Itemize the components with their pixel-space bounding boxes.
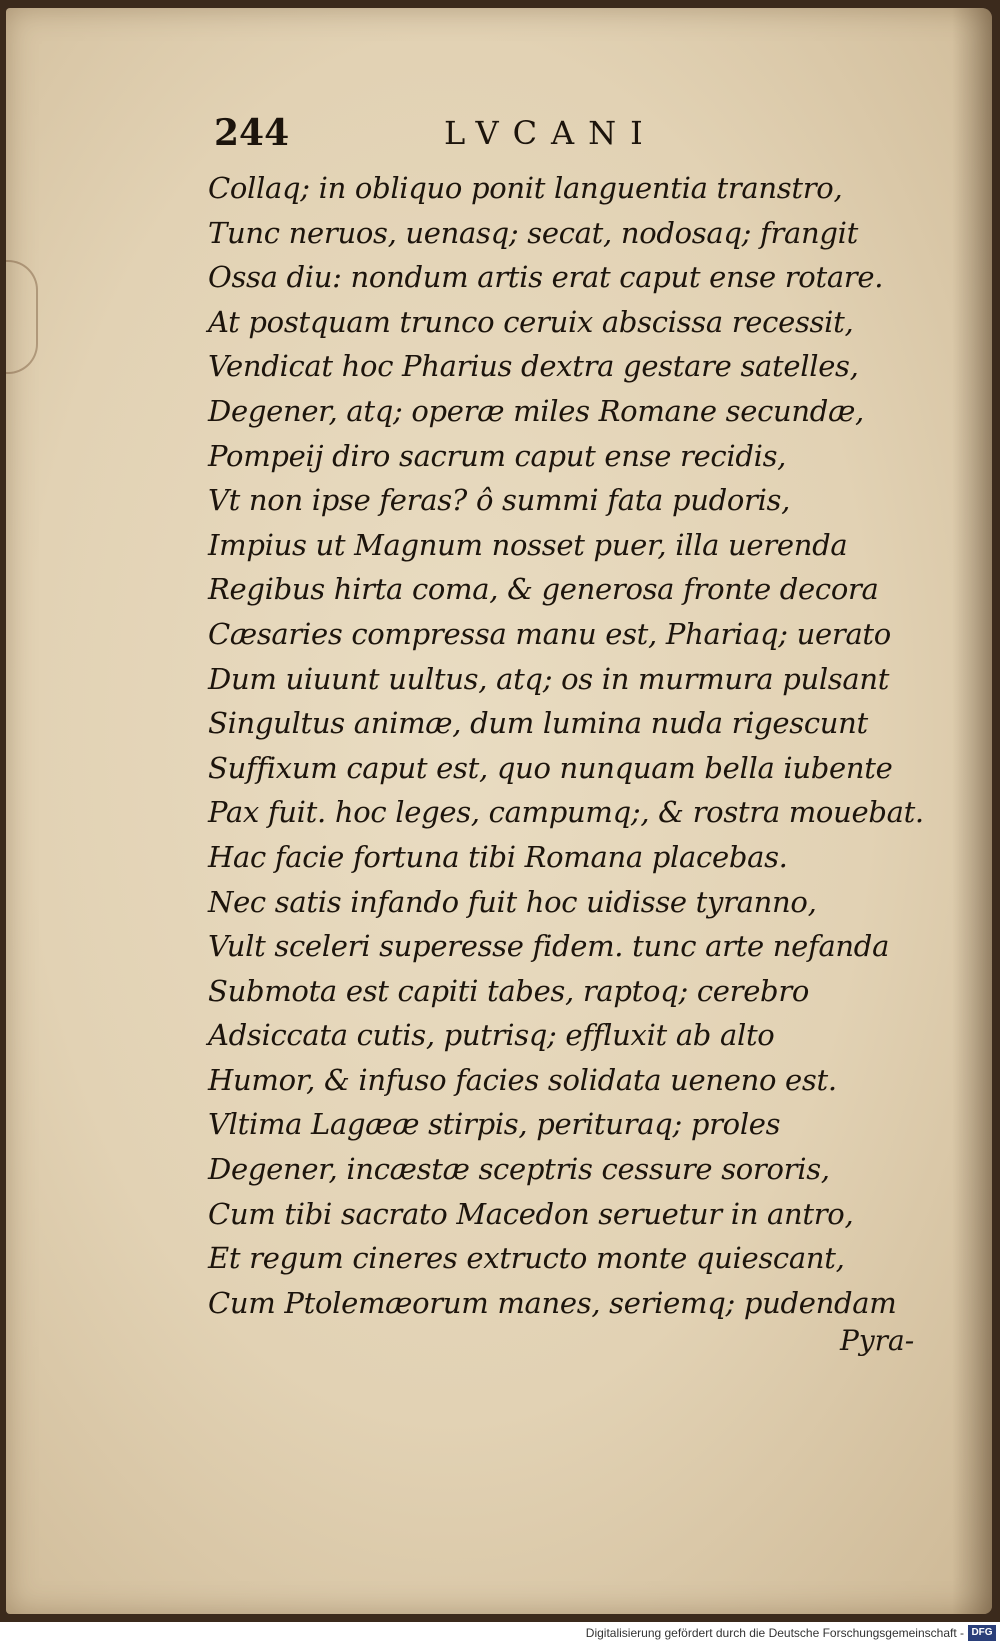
- verse-text: [208, 166, 924, 1325]
- verse-line: Suffixum caput est, quo nunquam bella iubente: [208, 750, 893, 785]
- verse-line: Dum uiuunt uultus, atq; os in murmura pulsant: [208, 661, 890, 696]
- verse-line: Submota est capiti tabes, raptoq; cerebro: [208, 973, 810, 1008]
- verse-line: Adsiccata cutis, putrisq; effluxit ab alto: [208, 1018, 775, 1053]
- verse-line: Humor, & infuso facies solidata ueneno est.: [208, 1062, 837, 1097]
- verse-line: Ossa diu: nondum artis erat caput ense rotare.: [208, 260, 884, 295]
- funding-credit: Digitalisierung gefördert durch die Deutsche Forschungsgemeinschaft -: [585, 1626, 964, 1640]
- verse-line: Vendicat hoc Pharius dextra gestare satelles,: [208, 349, 859, 384]
- catchword: Pyra-: [840, 1324, 915, 1357]
- verse-line: Vt non ipse feras? ô summi fata pudoris,: [208, 483, 791, 518]
- page-number: 244: [214, 112, 290, 154]
- running-head: LVCANI: [444, 114, 657, 152]
- verse-line: Nec satis infando fuit hoc uidisse tyranno,: [208, 884, 817, 919]
- verse-line: Cæsaries compressa manu est, Phariaq; uerato: [208, 616, 891, 651]
- verse-line: Degener, atq; operæ miles Romane secundæ,: [208, 393, 864, 428]
- page-header: [214, 112, 854, 162]
- binding-shadow: [952, 8, 992, 1614]
- verse-line: Collaq; in obliquo ponit languentia transtro,: [208, 171, 843, 205]
- verse-line: Pompeij diro sacrum caput ense recidis,: [208, 438, 787, 473]
- book-page: [6, 8, 992, 1614]
- dfg-logo-icon: DFG: [968, 1625, 996, 1641]
- verse-line: Pax fuit. hoc leges, campumq;, & rostra mouebat.: [208, 795, 924, 830]
- verse-line: Degener, incæstæ sceptris cessure sororis,: [208, 1152, 830, 1187]
- footer-bar: [0, 1622, 1000, 1645]
- verse-line: Cum tibi sacrato Macedon seruetur in antro,: [208, 1196, 854, 1231]
- verse-line: Singultus animæ, dum lumina nuda rigescunt: [208, 706, 868, 741]
- verse-line: Regibus hirta coma, & generosa fronte decora: [208, 572, 879, 607]
- verse-line: Tunc neruos, uenasq; secat, nodosaq; frangit: [208, 215, 858, 250]
- verse-line: Et regum cineres extructo monte quiescant,: [208, 1241, 845, 1276]
- verse-line: Cum Ptolemæorum manes, seriemq; pudendam: [208, 1285, 897, 1320]
- verse-line: Vltima Lagææ stirpis, perituraq; proles: [208, 1107, 781, 1142]
- verse-line: Hac facie fortuna tibi Romana placebas.: [208, 839, 788, 874]
- verse-line: At postquam trunco ceruix abscissa recessit,: [208, 304, 854, 339]
- verse-line: Vult sceleri superesse fidem. tunc arte nefanda: [208, 929, 890, 964]
- verse-line: Impius ut Magnum nosset puer, illa uerenda: [208, 527, 848, 562]
- page-tab-mark: [6, 260, 38, 374]
